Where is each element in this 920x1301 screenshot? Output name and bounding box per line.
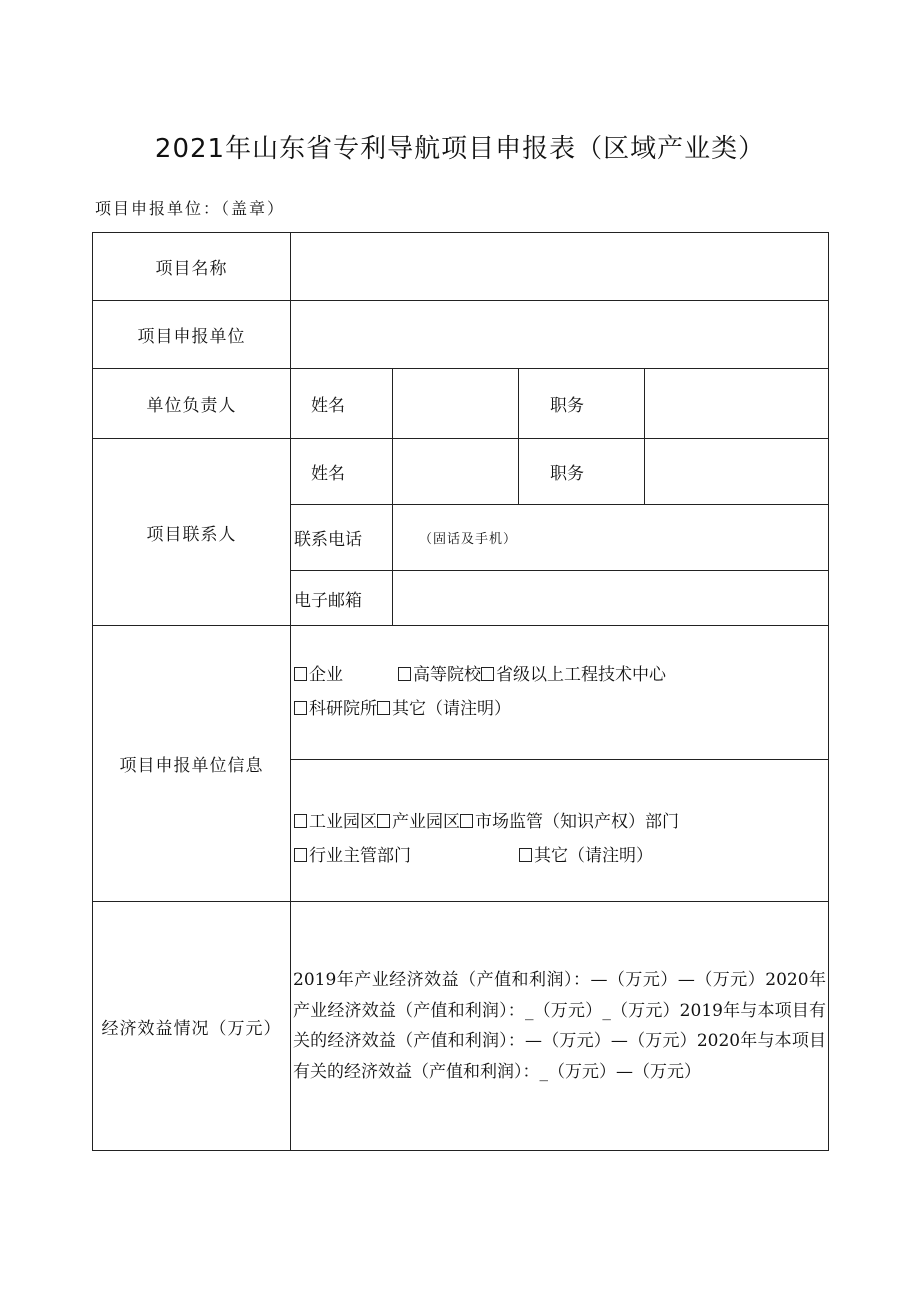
option-provincial-center[interactable]: 省级以上工程技术中心 <box>481 658 666 692</box>
row-contact-name <box>93 439 829 505</box>
contact-position-input[interactable] <box>645 439 829 505</box>
contact-name-input[interactable] <box>393 439 519 505</box>
economic-label: 经济效益情况（万元） <box>93 902 291 1151</box>
unit-info-label: 项目申报单位信息 <box>93 626 291 902</box>
checkbox[interactable] <box>519 848 532 862</box>
option-other-2[interactable]: 其它（请注明） <box>519 839 653 873</box>
checkbox[interactable] <box>398 667 411 681</box>
option-industrial-park[interactable]: 工业园区 <box>294 805 377 839</box>
row-unit-info-1 <box>93 626 829 760</box>
email-label: 电子邮箱 <box>291 571 393 626</box>
economic-input[interactable] <box>291 902 829 1151</box>
applicant-unit-label: 项目申报单位 <box>93 301 291 369</box>
email-input[interactable] <box>393 571 829 626</box>
checkbox[interactable] <box>294 701 307 715</box>
checkbox[interactable] <box>377 814 390 828</box>
phone-note: （固话及手机） <box>419 531 518 547</box>
page-title: 2021年山东省专利导航项目申报表（区域产业类） <box>154 134 766 164</box>
phone-input[interactable] <box>393 505 829 571</box>
responsible-name-label: 姓名 <box>291 369 393 439</box>
project-name-label: 项目名称 <box>93 233 291 301</box>
option-market-supervision[interactable]: 市场监管（知识产权）部门 <box>460 805 679 839</box>
row-economic <box>93 902 829 1151</box>
economic-text: 2019年产业经济效益（产值和利润）：—（万元）—（万元）2020年产业经济效益（产值和利润）：_（万元）_（万元）2019年与本项目有关的经济效益（产值和利润）：—（万元）—（万元）2020年与本项目有关的经济效益（产值和利润）：_（万元）—（万元） <box>293 970 826 1082</box>
responsible-person-label: 单位负责人 <box>93 369 291 439</box>
contact-name-label: 姓名 <box>291 439 393 505</box>
checkbox[interactable] <box>294 848 307 862</box>
project-name-input[interactable] <box>291 233 829 301</box>
contact-person-label: 项目联系人 <box>93 439 291 626</box>
unit-info-options-1 <box>291 626 829 760</box>
option-research-institute[interactable]: 科研院所 <box>294 692 377 726</box>
checkbox[interactable] <box>294 667 307 681</box>
checkbox[interactable] <box>460 814 473 828</box>
responsible-name-input[interactable] <box>393 369 519 439</box>
option-other-1[interactable]: 其它（请注明） <box>377 692 511 726</box>
responsible-position-label: 职务 <box>519 369 645 439</box>
checkbox[interactable] <box>481 667 494 681</box>
option-industry-authority[interactable]: 行业主管部门 <box>294 839 519 873</box>
application-form-table <box>92 232 829 1151</box>
row-responsible-person <box>93 369 829 439</box>
option-university[interactable]: 高等院校 <box>398 658 481 692</box>
phone-label: 联系电话 <box>291 505 393 571</box>
row-applicant-unit <box>93 301 829 369</box>
applicant-unit-seal-line: 项目申报单位：（盖章） <box>95 199 286 218</box>
option-enterprise[interactable]: 企业 <box>294 658 398 692</box>
row-project-name <box>93 233 829 301</box>
contact-position-label: 职务 <box>519 439 645 505</box>
applicant-unit-input[interactable] <box>291 301 829 369</box>
checkbox[interactable] <box>294 814 307 828</box>
unit-info-options-2 <box>291 760 829 902</box>
checkbox[interactable] <box>377 701 390 715</box>
responsible-position-input[interactable] <box>645 369 829 439</box>
option-industry-park[interactable]: 产业园区 <box>377 805 460 839</box>
